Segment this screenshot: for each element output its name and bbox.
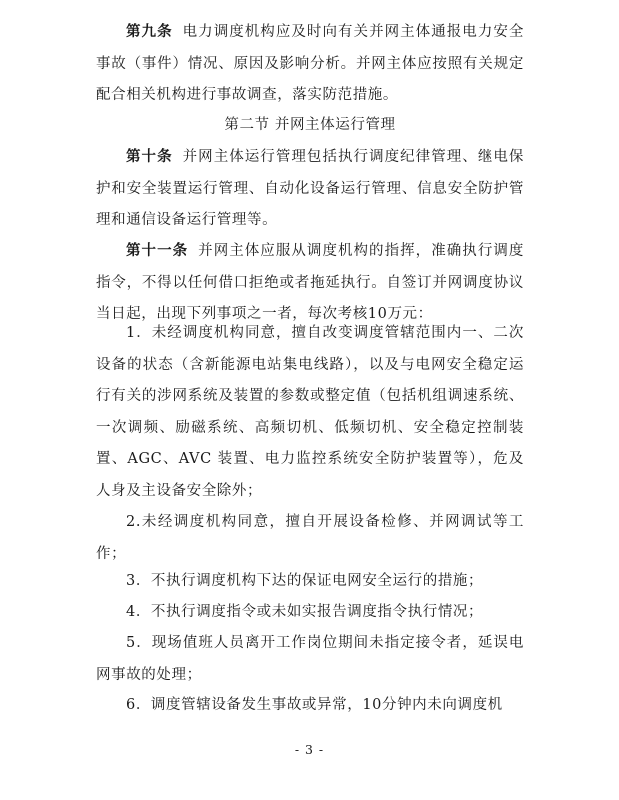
list-item-5: 5．现场值班人员离开工作岗位期间未指定接令者，延误电网事故的处理；: [96, 635, 524, 683]
article-11-text: 并网主体应服从调度机构的指挥，准确执行调度指令，不得以任何借口拒绝或者拖延执行。自签订并网调度协议当日起，出现下列事项之一者，每次考核10万元：: [96, 243, 524, 322]
article-9: [96, 16, 524, 112]
article-11: [96, 235, 524, 331]
article-11-number: 第十一条: [126, 242, 189, 259]
article-9-number: 第九条: [126, 23, 173, 40]
section-title: 第二节 并网主体运行管理: [224, 117, 396, 133]
list-item-3: 3．不执行调度机构下达的保证电网安全运行的措施；: [126, 573, 484, 589]
page-number: - 3 -: [294, 742, 325, 757]
article-10-number: 第十条: [126, 148, 173, 165]
article-10-text: 并网主体运行管理包括执行调度纪律管理、继电保护和安全装置运行管理、自动化设备运行管理、信息安全防护管理和通信设备运行管理等。: [96, 149, 524, 228]
list-item-2: 2.未经调度机构同意，擅自开展设备检修、并网调试等工作；: [96, 514, 524, 562]
list-item-4: 4．不执行调度指令或未如实报告调度指令执行情况；: [126, 604, 484, 620]
list-item-6: 6．调度管辖设备发生事故或异常，10分钟内未向调度机: [126, 697, 503, 713]
article-10: [96, 141, 524, 237]
list-item-1: 1．未经调度机构同意，擅自改变调度管辖范围内一、二次设备的状态（含新能源电站集电线路），以及与电网安全稳定运行有关的涉网系统及装置的参数或整定值（包括机组调速系统、一次调频、励磁系统、高频切机、低频切机、安全稳定控制装置、AGC、AVC 装置、电力监控系统安全防护装置等），危及人身及主设备安全除外；: [96, 325, 524, 499]
article-9-text: 电力调度机构应及时向有关并网主体通报电力安全事故（事件）情况、原因及影响分析。并网主体应按照有关规定配合相关机构进行事故调查，落实防范措施。: [96, 24, 524, 103]
